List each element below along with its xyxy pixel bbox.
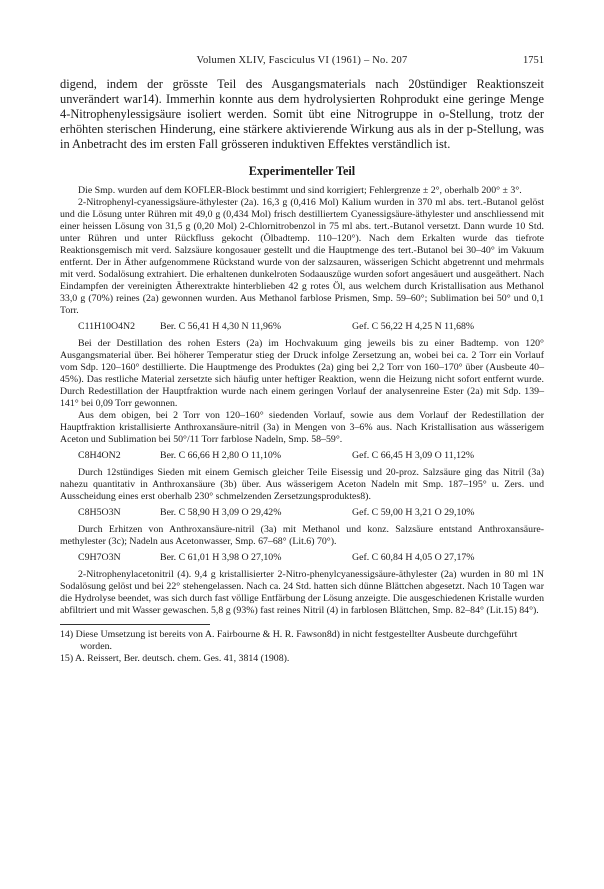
elemental-analysis-3a — [60, 450, 544, 462]
paragraph-melting-points: Die Smp. wurden auf dem KOFLER-Block bestimmt und sind korrigiert; Fehlergrenze ± 2°, oberhalb 200° ± 3°. — [78, 185, 522, 196]
footnote-14: 14) Diese Umsetzung ist bereits von A. Fairbourne & H. R. Fawson8d) in nicht festgestellter Ausbeute durchgeführt worden. — [60, 629, 518, 652]
footnote-rule — [60, 624, 210, 625]
paragraph-nitrile-3a: Aus dem obigen, bei 2 Torr von 120–160° siedenden Vorlauf, sowie aus dem Vorlauf der Redestillation der Hauptfraktion kristallisierte Anthroxansäure-nitril (3a) in Mengen von 3–6% aus. Nach Kristallisation aus wässerigem Aceton und Sublimation bei 50°/11 Torr farblose Nadeln, Smp. 58–59°. — [60, 410, 544, 445]
analysis-formula: C8H4ON2 — [78, 450, 121, 461]
analysis-found: Gef. C 66,45 H 3,09 O 11,12% — [352, 450, 475, 461]
paragraph-methylester-3c: Durch Erhitzen von Anthroxansäure-nitril (3a) mit Methanol und konz. Salzsäure entstand Anthroxansäure-methylester (3c); Nadeln aus Acetonwasser, Smp. 67–68° (Lit.6) 70°). — [60, 524, 544, 547]
analysis-formula: C11H10O4N2 — [78, 321, 136, 332]
footnote-15: 15) A. Reissert, Ber. deutsch. chem. Ges. 41, 3814 (1908). — [60, 653, 290, 664]
running-head: Volumen XLIV, Fasciculus VI (1961) – No. 207 — [196, 55, 408, 66]
analysis-found: Gef. C 59,00 H 3,21 O 29,10% — [352, 507, 475, 518]
section-title: Experimenteller Teil — [248, 164, 356, 178]
analysis-calculated: Ber. C 61,01 H 3,98 O 27,10% — [160, 552, 282, 563]
analysis-found: Gef. C 56,22 H 4,25 N 11,68% — [352, 321, 475, 332]
paragraph-distillation: Bei der Destillation des rohen Esters (2a) im Hochvakuum ging jeweils bis zu einer Badtemp. von 120° Ausgangsmaterial über. Bei höherer Temperatur stieg der Druck infolge Zersetzung an, wobei bei ca. 2 Torr ein Vorlauf vom Sdp. 120–160° destillierte. Die Hauptmenge des Produktes (2a) ging bei 2,2 Torr von 160–170° über (Ausbeute 40–45%). Das restliche Material zersetzte sich häufig unter heftiger Reaktion, wenn die Heizung nicht sofort entfernt wurde. Durch Redestillation der Hauptfraktion wurde nach einem geringen Vorlauf der analysenreine Ester (2a) mit Sdp. 139–141° bei 0,09 Torr gewonnen. — [60, 338, 544, 409]
paragraph-acid-3b: Durch 12stündiges Sieden mit einem Gemisch gleicher Teile Eisessig und 20-proz. Salzsäure ging das Nitril (3a) nahezu quantitativ in Anthroxansäure (3b) über. Aus wässerigem Aceton Nadeln mit Smp. 187–195° u. Zers. und Ausscheidung eines erst oberhalb 230° schmelzenden Zersetzungsproduktes8). — [60, 467, 544, 502]
analysis-formula: C8H5O3N — [78, 507, 121, 518]
paragraph-ester-2a: 2-Nitrophenyl-cyanessigsäure-äthylester (2a). 16,3 g (0,416 Mol) Kalium wurden in 370 ml abs. tert.-Butanol gelöst und die Lösung unter Rühren mit 49,0 g (0,434 Mol) frisch destilliertem Cyanessigsäure-äthylester und anschliessend mit einer heissen Lösung von 31,5 g (0,20 Mol) 2-Chlornitrobenzol in 75 ml abs. tert.-Butanol versetzt. Dann wurde 10 Std. unter Rühren und unter Rückfluss gekocht (Ölbadtemp. 110–120°). Nach dem Erkalten wurde das tiefrote Reaktionsgemisch mit verd. Salzsäure kongosauer gestellt und die Hauptmenge des tert.-Butanol bei 30–40° im Vakuum entfernt. Der in Äther aufgenommene Rückstand wurde von der salzsauren, wässerigen Schicht abgetrennt und mehrmals mit verd. Sodalösung extrahiert. Die erhaltenen dunkelroten Sodaauszüge wurden sofort angesäuert und ausgeäthert. Nach Eindampfen der vereinigten Ätherextrakte hinterblieben 42 g rotes Öl, aus welchem durch Kristallisation aus Methanol 33,0 g (70%) reines (2a) gewonnen wurden. Aus Methanol farblose Prismen, Smp. 59–60°; Sublimation bei 50° und 0,1 Torr. — [60, 197, 544, 316]
analysis-calculated: Ber. C 56,41 H 4,30 N 11,96% — [160, 321, 282, 332]
page-number: 1751 — [523, 55, 544, 66]
page-header — [60, 55, 544, 71]
analysis-calculated: Ber. C 66,66 H 2,80 O 11,10% — [160, 450, 282, 461]
elemental-analysis-2a — [60, 321, 544, 333]
elemental-analysis-3c — [60, 552, 544, 564]
analysis-calculated: Ber. C 58,90 H 3,09 O 29,42% — [160, 507, 282, 518]
analysis-found: Gef. C 60,84 H 4,05 O 27,17% — [352, 552, 475, 563]
intro-paragraph: digend, indem der grösste Teil des Ausgangsmaterials nach 20stündiger Reaktionszeit unverändert war14). Immerhin konnte aus dem hydrolysierten Rohprodukt eine geringe Menge 4-Nitrophenylessigsäure isoliert werden. Somit übt eine Nitrogruppe in o-Stellung, trotz der erhöhten sterischen Hinderung, eine stärkere aktivierende Wirkung aus als in der p-Stellung, was in Anbetracht des im ersten Fall grösseren induktiven Effektes verständlich ist. — [60, 77, 544, 151]
elemental-analysis-3b — [60, 507, 544, 519]
analysis-formula: C9H7O3N — [78, 552, 121, 563]
paragraph-acetonitrile-4: 2-Nitrophenylacetonitril (4). 9,4 g kristallisierter 2-Nitro-phenylcyanessigsäure-äthylester (2a) wurden in 80 ml 1N Sodalösung gelöst und bei 22° stehengelassen. Nach ca. 24 Std. hatten sich dünne Blättchen abgesetzt. Nach 10 Tagen war die Hydrolyse beendet, was sich durch fast völlige Entfärbung der Lösung anzeigte. Die ausgeschiedenen Kristalle wurden abfiltriert und mit Wasser gewaschen. 5,8 g (93%) fast reines Nitril (4) in farblosen Blättchen, Smp. 82–84° (Lit.15) 84°). — [60, 569, 544, 616]
page-body — [60, 77, 544, 665]
